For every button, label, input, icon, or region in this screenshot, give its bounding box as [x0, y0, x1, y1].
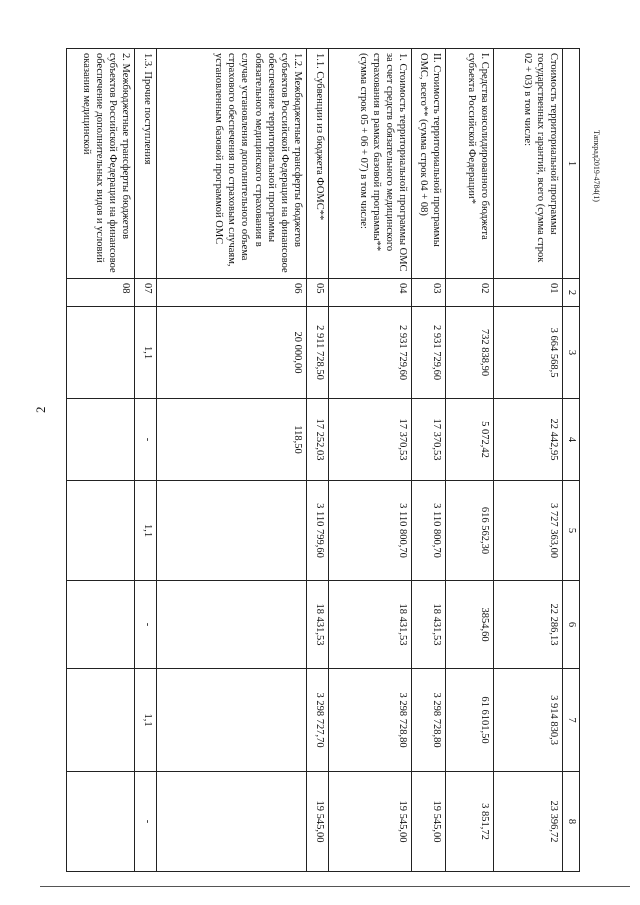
- row-description: 1. Стоимость территориальной программы ОМС за счет средств обязательного медицинского страхования в рамках базовой программы** (сумма строк 05 + 06 + 07) в том числе:: [329, 49, 412, 279]
- cell-value: 3 727 363,00: [494, 481, 563, 581]
- cell-value: [157, 581, 307, 669]
- cell-value: 2 911 728,50: [307, 307, 329, 399]
- row-code: 06: [157, 279, 307, 307]
- table-row: [446, 49, 494, 872]
- cell-value: [67, 772, 135, 872]
- row-code: 05: [307, 279, 329, 307]
- cell-value: [67, 669, 135, 772]
- table-row: [67, 49, 135, 872]
- cell-value: -: [135, 399, 157, 481]
- cell-value: 19 545,00: [307, 772, 329, 872]
- cell-value: 2 931 729,60: [412, 307, 446, 399]
- cell-value: 19 545,00: [412, 772, 446, 872]
- row-description: I. Средства консолидированного бюджета субъекта Российской Федерации*: [446, 49, 494, 279]
- cell-value: 1,1: [135, 669, 157, 772]
- cell-value: 3 914 830,3: [494, 669, 563, 772]
- table-row: [135, 49, 157, 872]
- column-header: 8: [563, 772, 580, 872]
- column-header: 7: [563, 669, 580, 772]
- row-description: 1.3. Прочие поступления: [135, 49, 157, 279]
- row-code: 08: [67, 279, 135, 307]
- column-header: 4: [563, 399, 580, 481]
- page-edge-rule: [40, 886, 630, 887]
- cell-value: 1,1: [135, 481, 157, 581]
- cell-value: 3 851,72: [446, 772, 494, 872]
- row-description: 2. Межбюджетные трансферты бюджетов субъектов Российской Федерации на финансовое обеспечение дополнительных видов и условий оказания медицинской: [67, 49, 135, 279]
- row-code: 01: [494, 279, 563, 307]
- cell-value: 3 110 799,60: [307, 481, 329, 581]
- cell-value: -: [135, 581, 157, 669]
- cell-value: 3 110 800,70: [329, 481, 412, 581]
- cell-value: [67, 481, 135, 581]
- cell-value: 2 931 729,60: [329, 307, 412, 399]
- cell-value: 17 252,03: [307, 399, 329, 481]
- cell-value: 732 838,90: [446, 307, 494, 399]
- rotated-table-wrapper: [80, 48, 580, 871]
- row-description: 1.1. Субвенции из бюджета ФОМС**: [307, 49, 329, 279]
- cell-value: 22 286,13: [494, 581, 563, 669]
- cell-value: 3 298 727,70: [307, 669, 329, 772]
- cell-value: 19 545,00: [329, 772, 412, 872]
- cell-value: 3 298 728,80: [329, 669, 412, 772]
- row-description: 1.2. Межбюджетные трансферты бюджетов субъектов Российской Федерации на финансовое обеспечение территориальной программы обязательного медицинского страхования в случае установления дополнительного объема страхового обеспечения по страховым случаям, установленным базовой программой ОМС: [157, 49, 307, 279]
- table-row: [307, 49, 329, 872]
- cell-value: -: [135, 772, 157, 872]
- row-description: Стоимость территориальной программы государственных гарантий, всего (сумма строк 02 + 03) в том числе:: [494, 49, 563, 279]
- financing-table: [66, 48, 580, 872]
- column-header: 6: [563, 581, 580, 669]
- cell-value: 3 110 800,70: [412, 481, 446, 581]
- cell-value: 22 442,95: [494, 399, 563, 481]
- row-code: 03: [412, 279, 446, 307]
- cell-value: 3 664 568,5: [494, 307, 563, 399]
- table-row: [157, 49, 307, 872]
- row-code: 04: [329, 279, 412, 307]
- cell-value: 61 6101,50: [446, 669, 494, 772]
- cell-value: 118,50: [157, 399, 307, 481]
- header-row: [563, 49, 580, 872]
- column-header: 5: [563, 481, 580, 581]
- cell-value: 17 370,53: [412, 399, 446, 481]
- cell-value: [157, 669, 307, 772]
- column-header: 3: [563, 307, 580, 399]
- cell-value: 1,1: [135, 307, 157, 399]
- cell-value: 3854,60: [446, 581, 494, 669]
- column-header: 2: [563, 279, 580, 307]
- cell-value: 20 000,00: [157, 307, 307, 399]
- cell-value: [157, 772, 307, 872]
- cell-value: 5 072,42: [446, 399, 494, 481]
- column-header: 1: [563, 49, 580, 279]
- cell-value: 18 431,53: [329, 581, 412, 669]
- row-description: II. Стоимость территориальной программы ОМС, всего** (сумма строк 04 + 08): [412, 49, 446, 279]
- cell-value: [157, 481, 307, 581]
- cell-value: 18 431,53: [307, 581, 329, 669]
- page-number: 2: [33, 406, 48, 413]
- row-code: 02: [446, 279, 494, 307]
- cell-value: [67, 307, 135, 399]
- table-row: [329, 49, 412, 872]
- document-stamp: Тапкрад2019-4784(1): [592, 130, 601, 202]
- cell-value: 18 431,53: [412, 581, 446, 669]
- cell-value: 17 370,53: [329, 399, 412, 481]
- cell-value: 23 396,72: [494, 772, 563, 872]
- table-row: [412, 49, 446, 872]
- cell-value: [67, 399, 135, 481]
- table-row: [494, 49, 563, 872]
- cell-value: [67, 581, 135, 669]
- row-code: 07: [135, 279, 157, 307]
- cell-value: 616 562,30: [446, 481, 494, 581]
- cell-value: 3 298 728,80: [412, 669, 446, 772]
